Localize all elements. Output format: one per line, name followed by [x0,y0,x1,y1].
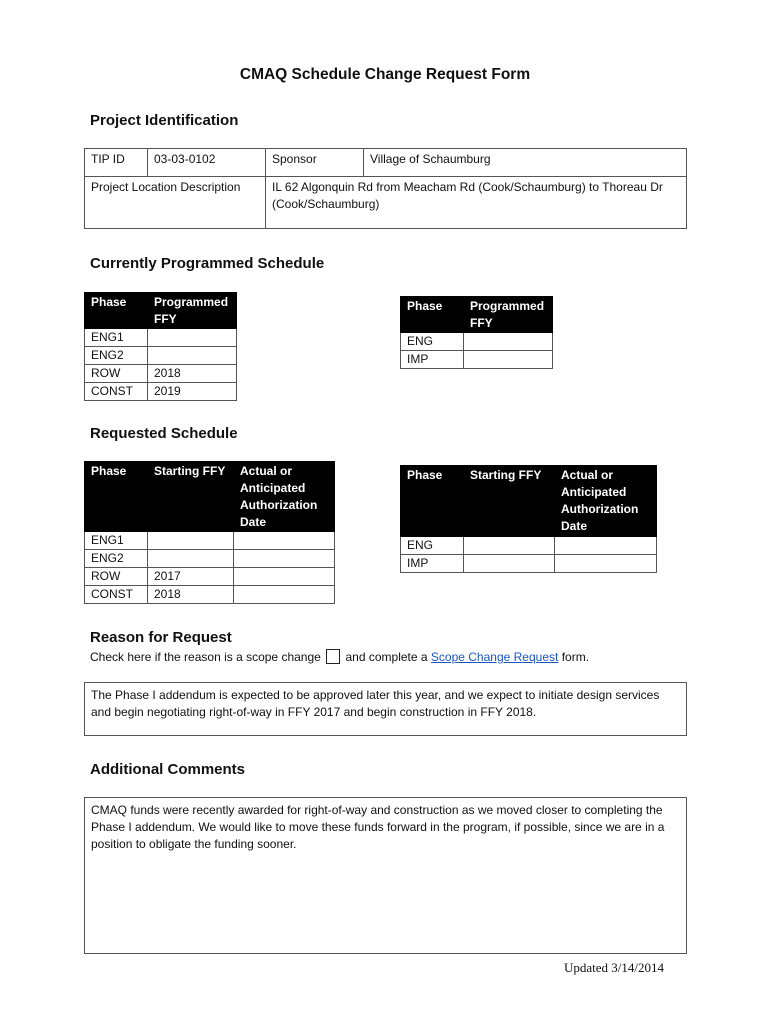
current-schedule-table-right [400,296,553,369]
date-cell[interactable] [555,555,657,573]
location-value[interactable]: IL 62 Algonquin Rd from Meacham Rd (Cook/Schaumburg) to Thoreau Dr (Cook/Schaumburg) [266,177,687,229]
date-cell[interactable] [234,586,335,604]
date-cell[interactable] [234,568,335,586]
table-row [401,351,553,369]
scope-change-line [90,649,589,666]
phase-cell: IMP [401,351,464,369]
scope-change-request-link[interactable]: Scope Change Request [430,650,559,664]
col-header-programmed-ffy: Programmed FFY [464,297,553,333]
col-header-starting-ffy: Starting FFY [148,462,234,532]
table-row [85,383,237,401]
reason-text-box[interactable]: The Phase I addendum is expected to be approved later this year, and we expect to initiate design services and begin negotiating right-of-way in FFY 2017 and begin construction in FFY 2018. [84,682,687,736]
phase-cell: ENG [401,333,464,351]
col-header-starting-ffy: Starting FFY [464,466,555,537]
ffy-cell[interactable] [464,537,555,555]
tip-id-label: TIP ID [85,149,148,177]
project-id-table [84,148,687,229]
ffy-cell[interactable]: 2017 [148,568,234,586]
col-header-authorization-date: Actual or Anticipated Authorization Date [555,466,657,537]
location-label: Project Location Description [85,177,266,229]
phase-cell: ENG [401,537,464,555]
reason-heading: Reason for Request [90,629,232,646]
phase-cell: CONST [85,383,148,401]
ffy-cell[interactable]: 2018 [148,365,237,383]
ffy-cell[interactable] [464,555,555,573]
table-row [401,537,657,555]
table-row [85,586,335,604]
date-cell[interactable] [234,532,335,550]
date-cell[interactable] [555,537,657,555]
col-header-phase: Phase [401,297,464,333]
comments-heading: Additional Comments [90,761,246,778]
ffy-cell[interactable] [464,351,553,369]
table-row [85,532,335,550]
col-header-authorization-date: Actual or Anticipated Authorization Date [234,462,335,532]
scope-change-checkbox[interactable] [326,649,340,664]
phase-cell: IMP [401,555,464,573]
requested-schedule-table-right [400,465,657,573]
scope-change-text: Check here if the reason is a scope change [90,650,321,664]
updated-date: Updated 3/14/2014 [564,960,665,975]
requested-schedule-table-left [84,461,335,604]
ffy-cell[interactable] [148,329,237,347]
project-identification-heading: Project Identification [90,112,239,129]
ffy-cell[interactable] [148,347,237,365]
current-schedule-table-left [84,292,237,401]
table-row [401,333,553,351]
page-title: CMAQ Schedule Change Request Form [239,66,531,83]
scope-change-text-end: form. [561,650,590,664]
phase-cell: ROW [85,365,148,383]
col-header-phase: Phase [401,466,464,537]
requested-schedule-heading: Requested Schedule [90,425,238,442]
col-header-programmed-ffy: Programmed FFY [148,293,237,329]
current-schedule-heading: Currently Programmed Schedule [90,255,325,272]
phase-cell: ENG1 [85,329,148,347]
phase-cell: ENG2 [85,347,148,365]
table-row [401,555,657,573]
col-header-phase: Phase [85,293,148,329]
comments-text-box[interactable]: CMAQ funds were recently awarded for right-of-way and construction as we moved closer to completing the Phase I addendum. We would like to move these funds forward in the program, if possible, since we are in a position to obligate the funding sooner. [84,797,687,954]
ffy-cell[interactable]: 2018 [148,586,234,604]
ffy-cell[interactable] [464,333,553,351]
table-row [85,329,237,347]
phase-cell: ROW [85,568,148,586]
phase-cell: CONST [85,586,148,604]
table-row [85,365,237,383]
phase-cell: ENG2 [85,550,148,568]
date-cell[interactable] [234,550,335,568]
sponsor-label: Sponsor [266,149,364,177]
scope-change-text-after: and complete a [345,650,428,664]
table-row [85,568,335,586]
phase-cell: ENG1 [85,532,148,550]
table-row [85,550,335,568]
tip-id-value[interactable]: 03-03-0102 [148,149,266,177]
table-row [85,347,237,365]
ffy-cell[interactable] [148,550,234,568]
ffy-cell[interactable] [148,532,234,550]
ffy-cell[interactable]: 2019 [148,383,237,401]
col-header-phase: Phase [85,462,148,532]
sponsor-value[interactable]: Village of Schaumburg [364,149,687,177]
